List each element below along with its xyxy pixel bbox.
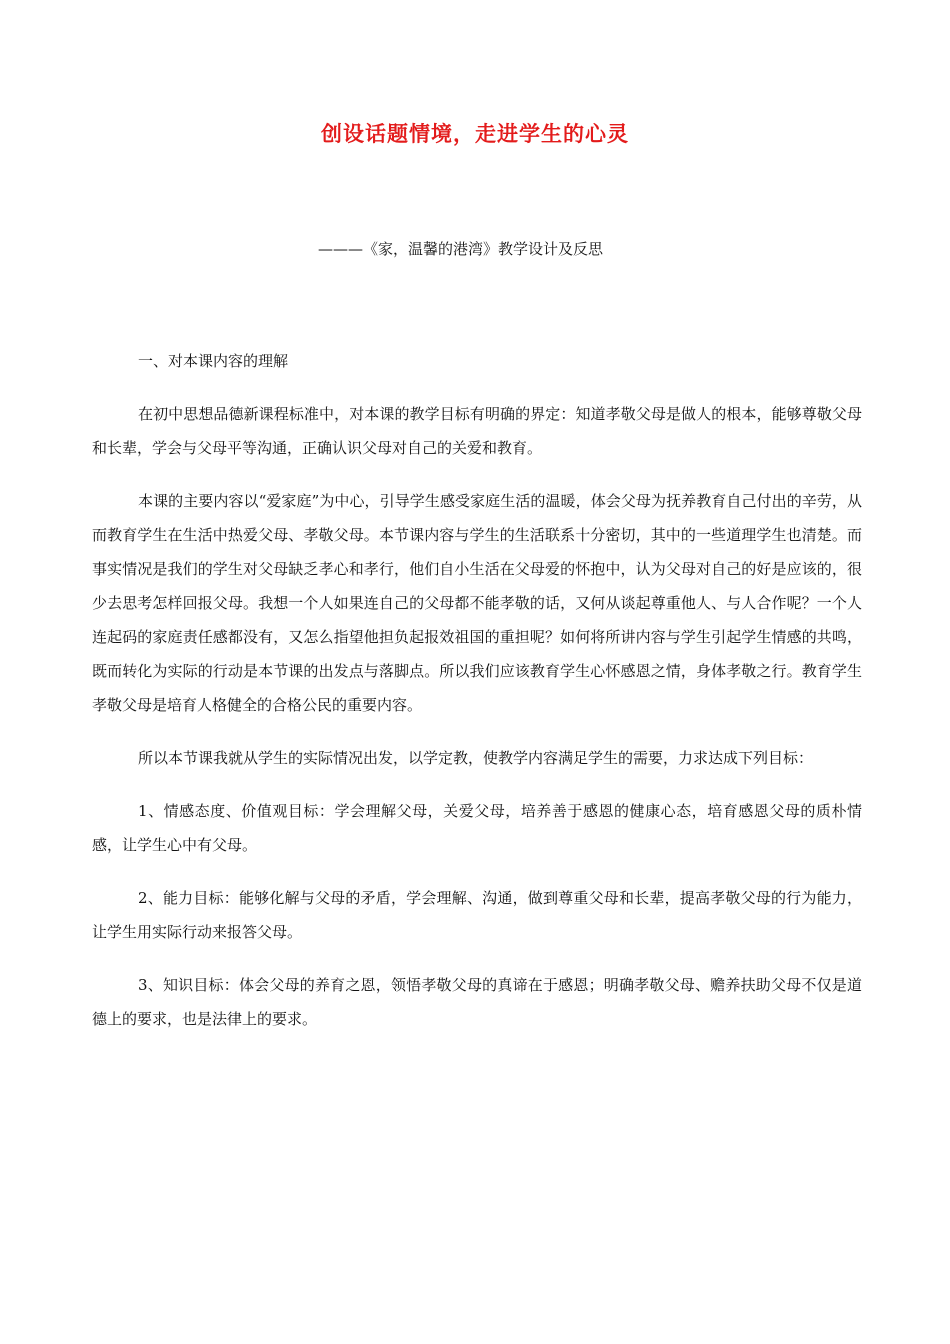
- paragraph-goal-emotion: 1、情感态度、价值观目标：学会理解父母，关爱父母，培养善于感恩的健康心态，培育感恩父母的质朴情感，让学生心中有父母。: [92, 802, 862, 854]
- document-body: [92, 344, 862, 1055]
- section-heading: 一、对本课内容的理解: [138, 352, 289, 370]
- paragraph-main-content: 本课的主要内容以“爱家庭”为中心，引导学生感受家庭生活的温暖，体会父母为抚养教育自己付出的辛劳，从而教育学生在生活中热爱父母、孝敬父母。本节课内容与学生的生活联系十分密切，其中的一些道理学生也清楚。而事实情况是我们的学生对父母缺乏孝心和孝行，他们自小生活在父母爱的怀抱中，认为父母对自己的好是应该的，很少去思考怎样回报父母。我想一个人如果连自己的父母都不能孝敬的话，又何从谈起尊重他人、与人合作呢？一个人连起码的家庭责任感都没有，又怎么指望他担负起报效祖国的重担呢？如何将所讲内容与学生引起学生情感的共鸣，既而转化为实际的行动是本节课的出发点与落脚点。所以我们应该教育学生心怀感恩之情，身体孝敬之行。教育学生孝敬父母是培育人格健全的合格公民的重要内容。: [92, 492, 862, 714]
- document-subtitle: ———《家，温馨的港湾》教学设计及反思: [318, 240, 604, 258]
- paragraph-goals-intro: 所以本节课我就从学生的实际情况出发，以学定教，使教学内容满足学生的需要，力求达成下列目标：: [138, 749, 814, 767]
- document-title: 创设话题情境，走进学生的心灵: [321, 122, 629, 146]
- paragraph-goal-ability: 2、能力目标：能够化解与父母的矛盾，学会理解、沟通，做到尊重父母和长辈，提高孝敬父母的行为能力，让学生用实际行动来报答父母。: [92, 889, 862, 941]
- paragraph-goal-knowledge: 3、知识目标：体会父母的养育之恩，领悟孝敬父母的真谛在于感恩；明确孝敬父母、赡养扶助父母不仅是道德上的要求，也是法律上的要求。: [92, 976, 862, 1028]
- paragraph-standard: 在初中思想品德新课程标准中，对本课的教学目标有明确的界定：知道孝敬父母是做人的根本，能够尊敬父母和长辈，学会与父母平等沟通，正确认识父母对自己的关爱和教育。: [92, 405, 862, 457]
